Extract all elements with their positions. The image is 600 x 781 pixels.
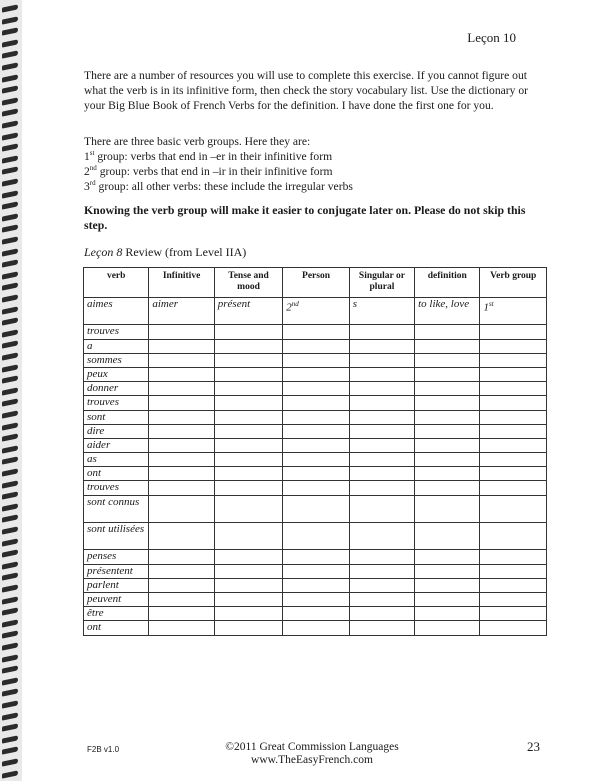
binding-coil — [2, 433, 18, 441]
binding-coil — [2, 248, 18, 256]
table-row — [84, 523, 547, 550]
answer-cell[interactable] — [283, 495, 349, 522]
answer-cell[interactable] — [214, 410, 283, 424]
binding-coil — [2, 445, 18, 453]
workbook-page — [22, 0, 600, 781]
binding-coil — [2, 665, 18, 673]
binding-coil — [2, 399, 18, 407]
answer-cell[interactable] — [415, 550, 480, 564]
table-row — [84, 396, 547, 410]
example-person: 2nd — [283, 298, 349, 325]
table-row — [84, 438, 547, 452]
binding-coil — [2, 457, 18, 465]
answer-cell[interactable] — [480, 523, 547, 550]
answer-cell[interactable] — [415, 495, 480, 522]
copyright-text: ©2011 Great Commission Languages — [225, 741, 399, 753]
answer-cell[interactable] — [415, 578, 480, 592]
answer-cell[interactable] — [480, 578, 547, 592]
binding-coil — [2, 410, 18, 418]
answer-cell[interactable] — [349, 410, 414, 424]
binding-coil — [2, 700, 18, 708]
answer-cell[interactable] — [214, 495, 283, 522]
binding-coil — [2, 329, 18, 337]
answer-cell[interactable] — [480, 353, 547, 367]
website-text: www.TheEasyFrench.com — [251, 754, 373, 766]
answer-cell[interactable] — [214, 453, 283, 467]
binding-coil — [2, 747, 18, 755]
binding-coil — [2, 39, 18, 47]
binding-coil — [2, 387, 18, 395]
verb-cell: peuvent — [84, 592, 149, 606]
table-row — [84, 578, 547, 592]
answer-cell[interactable] — [214, 382, 283, 396]
binding-coil — [2, 51, 18, 59]
table-row — [84, 325, 547, 339]
verb-cell: trouves — [84, 396, 149, 410]
answer-cell[interactable] — [149, 353, 214, 367]
answer-cell[interactable] — [480, 438, 547, 452]
answer-cell[interactable] — [214, 578, 283, 592]
answer-cell[interactable] — [415, 339, 480, 353]
answer-cell[interactable] — [214, 467, 283, 481]
answer-cell[interactable] — [149, 467, 214, 481]
verb-cell: ont — [84, 621, 149, 635]
binding-coil — [2, 689, 18, 697]
version-label: F2B v1.0 — [87, 745, 120, 754]
answer-cell[interactable] — [283, 564, 349, 578]
binding-coil — [2, 167, 18, 175]
answer-cell[interactable] — [480, 481, 547, 495]
answer-cell[interactable] — [349, 353, 414, 367]
answer-cell[interactable] — [214, 481, 283, 495]
answer-cell[interactable] — [283, 467, 349, 481]
answer-cell[interactable] — [283, 339, 349, 353]
answer-cell[interactable] — [480, 564, 547, 578]
answer-cell[interactable] — [149, 564, 214, 578]
answer-cell[interactable] — [349, 467, 414, 481]
answer-cell[interactable] — [349, 453, 414, 467]
binding-coil — [2, 190, 18, 198]
binding-coil — [2, 480, 18, 488]
binding-coil — [2, 27, 18, 35]
copyright-footer — [202, 741, 422, 767]
table-row — [84, 382, 547, 396]
verb-cell: trouves — [84, 481, 149, 495]
verb-group-1: 1st group: verbs that end in –er in their infinitive form — [84, 149, 333, 163]
answer-cell[interactable] — [349, 607, 414, 621]
binding-coil — [2, 770, 18, 778]
answer-cell[interactable] — [415, 367, 480, 381]
answer-cell[interactable] — [149, 607, 214, 621]
binding-coil — [2, 317, 18, 325]
verb-cell: être — [84, 607, 149, 621]
header-verb-group: Verb group — [480, 268, 547, 298]
answer-cell[interactable] — [415, 481, 480, 495]
verb-group-2: 2nd group: verbs that end in –ir in their infinitive form — [84, 164, 333, 178]
binding-coil — [2, 712, 18, 720]
binding-coil — [2, 642, 18, 650]
table-row — [84, 481, 547, 495]
answer-cell[interactable] — [214, 592, 283, 606]
answer-cell[interactable] — [149, 367, 214, 381]
binding-coil — [2, 654, 18, 662]
answer-cell[interactable] — [283, 550, 349, 564]
answer-cell[interactable] — [415, 396, 480, 410]
verb-cell: a — [84, 339, 149, 353]
lesson-header: Leçon 10 — [467, 30, 516, 45]
answer-cell[interactable] — [214, 353, 283, 367]
answer-cell[interactable] — [480, 396, 547, 410]
header-infinitive: Infinitive — [149, 268, 214, 298]
answer-cell[interactable] — [349, 523, 414, 550]
answer-cell[interactable] — [480, 339, 547, 353]
answer-cell[interactable] — [415, 325, 480, 339]
answer-cell[interactable] — [480, 467, 547, 481]
binding-coil — [2, 538, 18, 546]
answer-cell[interactable] — [283, 438, 349, 452]
answer-cell[interactable] — [415, 410, 480, 424]
answer-cell[interactable] — [283, 325, 349, 339]
binding-coil — [2, 468, 18, 476]
verb-cell: dire — [84, 424, 149, 438]
answer-cell[interactable] — [149, 523, 214, 550]
answer-cell[interactable] — [349, 438, 414, 452]
binding-coil — [2, 62, 18, 70]
answer-cell[interactable] — [283, 453, 349, 467]
binding-coil — [2, 422, 18, 430]
answer-cell[interactable] — [149, 621, 214, 635]
answer-cell[interactable] — [349, 424, 414, 438]
binding-coil — [2, 236, 18, 244]
binding-coil — [2, 225, 18, 233]
table-row — [84, 424, 547, 438]
binding-coil — [2, 85, 18, 93]
answer-cell[interactable] — [283, 523, 349, 550]
answer-cell[interactable] — [149, 325, 214, 339]
binding-coil — [2, 97, 18, 105]
verb-table — [83, 267, 547, 636]
page-number: 23 — [527, 739, 540, 754]
binding-coil — [2, 271, 18, 279]
example-row — [84, 298, 547, 325]
binding-coil — [2, 607, 18, 615]
answer-cell[interactable] — [149, 578, 214, 592]
answer-cell[interactable] — [149, 396, 214, 410]
binding-coil — [2, 619, 18, 627]
binding-coil — [2, 120, 18, 128]
verb-group-3: 3rd group: all other verbs: these include the irregular verbs — [84, 179, 353, 193]
header-person: Person — [283, 268, 349, 298]
answer-cell[interactable] — [283, 607, 349, 621]
header-definition: definition — [415, 268, 480, 298]
answer-cell[interactable] — [349, 621, 414, 635]
answer-cell[interactable] — [149, 453, 214, 467]
answer-cell[interactable] — [480, 453, 547, 467]
answer-cell[interactable] — [480, 550, 547, 564]
answer-cell[interactable] — [214, 621, 283, 635]
example-definition: to like, love — [415, 298, 480, 325]
binding-coil — [2, 306, 18, 314]
verb-cell: peux — [84, 367, 149, 381]
binding-coil — [2, 584, 18, 592]
answer-cell[interactable] — [349, 367, 414, 381]
binding-coil — [2, 294, 18, 302]
table-row — [84, 367, 547, 381]
binding-coil — [2, 283, 18, 291]
table-row — [84, 339, 547, 353]
header-number: Singular or plural — [349, 268, 414, 298]
answer-cell[interactable] — [149, 495, 214, 522]
table-row — [84, 495, 547, 522]
binding-coil — [2, 549, 18, 557]
answer-cell[interactable] — [349, 495, 414, 522]
example-verb: aimes — [84, 298, 149, 325]
answer-cell[interactable] — [149, 592, 214, 606]
answer-cell[interactable] — [415, 353, 480, 367]
intro-paragraph: There are a number of resources you will use to complete this exercise. If you cannot figure out what the verb is in its infinitive form, then check the story vocabulary list. Use the dictionary or your Big Blue Book of French Verbs for the definition. I have done the first one for you. — [84, 69, 528, 112]
table-row — [84, 453, 547, 467]
binding-coil — [2, 758, 18, 766]
verb-cell: donner — [84, 382, 149, 396]
table-row — [84, 353, 547, 367]
answer-cell[interactable] — [349, 325, 414, 339]
answer-cell[interactable] — [480, 495, 547, 522]
answer-cell[interactable] — [283, 578, 349, 592]
answer-cell[interactable] — [149, 410, 214, 424]
binding-coil — [2, 74, 18, 82]
answer-cell[interactable] — [480, 410, 547, 424]
answer-cell[interactable] — [415, 467, 480, 481]
answer-cell[interactable] — [415, 607, 480, 621]
verb-cell: as — [84, 453, 149, 467]
binding-coil — [2, 259, 18, 267]
answer-cell[interactable] — [214, 367, 283, 381]
answer-cell[interactable] — [214, 424, 283, 438]
table-header-row — [84, 268, 547, 298]
binding-coil — [2, 735, 18, 743]
answer-cell[interactable] — [214, 438, 283, 452]
binding-coil — [2, 341, 18, 349]
answer-cell[interactable] — [214, 564, 283, 578]
answer-cell[interactable] — [214, 607, 283, 621]
answer-cell[interactable] — [415, 564, 480, 578]
answer-cell[interactable] — [415, 523, 480, 550]
answer-cell[interactable] — [480, 621, 547, 635]
table-row — [84, 592, 547, 606]
answer-cell[interactable] — [149, 550, 214, 564]
binding-coil — [2, 132, 18, 140]
verb-cell: sommes — [84, 353, 149, 367]
answer-cell[interactable] — [149, 438, 214, 452]
binding-coil — [2, 515, 18, 523]
verb-cell: penses — [84, 550, 149, 564]
verb-cell: trouves — [84, 325, 149, 339]
verb-cell: sont utilisées — [84, 523, 149, 550]
binding-coil — [2, 677, 18, 685]
table-row — [84, 607, 547, 621]
answer-cell[interactable] — [214, 550, 283, 564]
verb-groups — [84, 134, 544, 194]
example-group: 1st — [480, 298, 547, 325]
answer-cell[interactable] — [349, 564, 414, 578]
answer-cell[interactable] — [480, 382, 547, 396]
answer-cell[interactable] — [480, 367, 547, 381]
answer-cell[interactable] — [415, 438, 480, 452]
binding-coil — [2, 352, 18, 360]
verb-cell: ont — [84, 467, 149, 481]
verb-cell: sont — [84, 410, 149, 424]
table-row — [84, 550, 547, 564]
answer-cell[interactable] — [283, 367, 349, 381]
binding-coil — [2, 364, 18, 372]
table-row — [84, 467, 547, 481]
binding-coil — [2, 143, 18, 151]
header-tense-mood: Tense and mood — [214, 268, 283, 298]
answer-cell[interactable] — [283, 353, 349, 367]
answer-cell[interactable] — [349, 592, 414, 606]
answer-cell[interactable] — [149, 481, 214, 495]
answer-cell[interactable] — [283, 424, 349, 438]
binding-coil — [2, 4, 18, 12]
answer-cell[interactable] — [480, 592, 547, 606]
binding-coil — [2, 596, 18, 604]
binding-coil — [2, 155, 18, 163]
answer-cell[interactable] — [415, 453, 480, 467]
verb-cell: parlent — [84, 578, 149, 592]
answer-cell[interactable] — [480, 424, 547, 438]
answer-cell[interactable] — [214, 396, 283, 410]
answer-cell[interactable] — [415, 424, 480, 438]
answer-cell[interactable] — [480, 325, 547, 339]
binding-coil — [2, 201, 18, 209]
answer-cell[interactable] — [349, 339, 414, 353]
answer-cell[interactable] — [349, 396, 414, 410]
answer-cell[interactable] — [214, 325, 283, 339]
answer-cell[interactable] — [349, 382, 414, 396]
binding-coil — [2, 723, 18, 731]
answer-cell[interactable] — [283, 481, 349, 495]
answer-cell[interactable] — [415, 621, 480, 635]
answer-cell[interactable] — [149, 424, 214, 438]
binding-coil — [2, 213, 18, 221]
example-number: s — [349, 298, 414, 325]
answer-cell[interactable] — [349, 578, 414, 592]
binding-coil — [2, 526, 18, 534]
table-row — [84, 564, 547, 578]
answer-cell[interactable] — [480, 607, 547, 621]
table-row — [84, 410, 547, 424]
header-verb: verb — [84, 268, 149, 298]
binding-coil — [2, 178, 18, 186]
answer-cell[interactable] — [349, 550, 414, 564]
binding-coil — [2, 491, 18, 499]
binding-coil — [2, 631, 18, 639]
verb-cell: sont connus — [84, 495, 149, 522]
answer-cell[interactable] — [149, 339, 214, 353]
verb-cell: aider — [84, 438, 149, 452]
answer-cell[interactable] — [283, 621, 349, 635]
example-tense: présent — [214, 298, 283, 325]
answer-cell[interactable] — [349, 481, 414, 495]
answer-cell[interactable] — [149, 382, 214, 396]
answer-cell[interactable] — [214, 523, 283, 550]
binding-coil — [2, 375, 18, 383]
answer-cell[interactable] — [283, 410, 349, 424]
table-row — [84, 621, 547, 635]
answer-cell[interactable] — [214, 339, 283, 353]
answer-cell[interactable] — [283, 396, 349, 410]
review-caption: Leçon 8 Review (from Level IIA) — [84, 245, 247, 259]
binding-coil — [2, 503, 18, 511]
verb-groups-heading: There are three basic verb groups. Here they are: — [84, 135, 311, 148]
binding-coil — [2, 573, 18, 581]
example-infinitive: aimer — [149, 298, 214, 325]
answer-cell[interactable] — [283, 382, 349, 396]
answer-cell[interactable] — [415, 382, 480, 396]
skip-warning-note: Knowing the verb group will make it easier to conjugate later on. Please do not skip this step. — [84, 203, 526, 232]
binding-coil — [2, 109, 18, 117]
binding-coil — [2, 16, 18, 24]
verb-cell: présentent — [84, 564, 149, 578]
spiral-binding — [0, 0, 22, 781]
answer-cell[interactable] — [415, 592, 480, 606]
answer-cell[interactable] — [283, 592, 349, 606]
binding-coil — [2, 561, 18, 569]
